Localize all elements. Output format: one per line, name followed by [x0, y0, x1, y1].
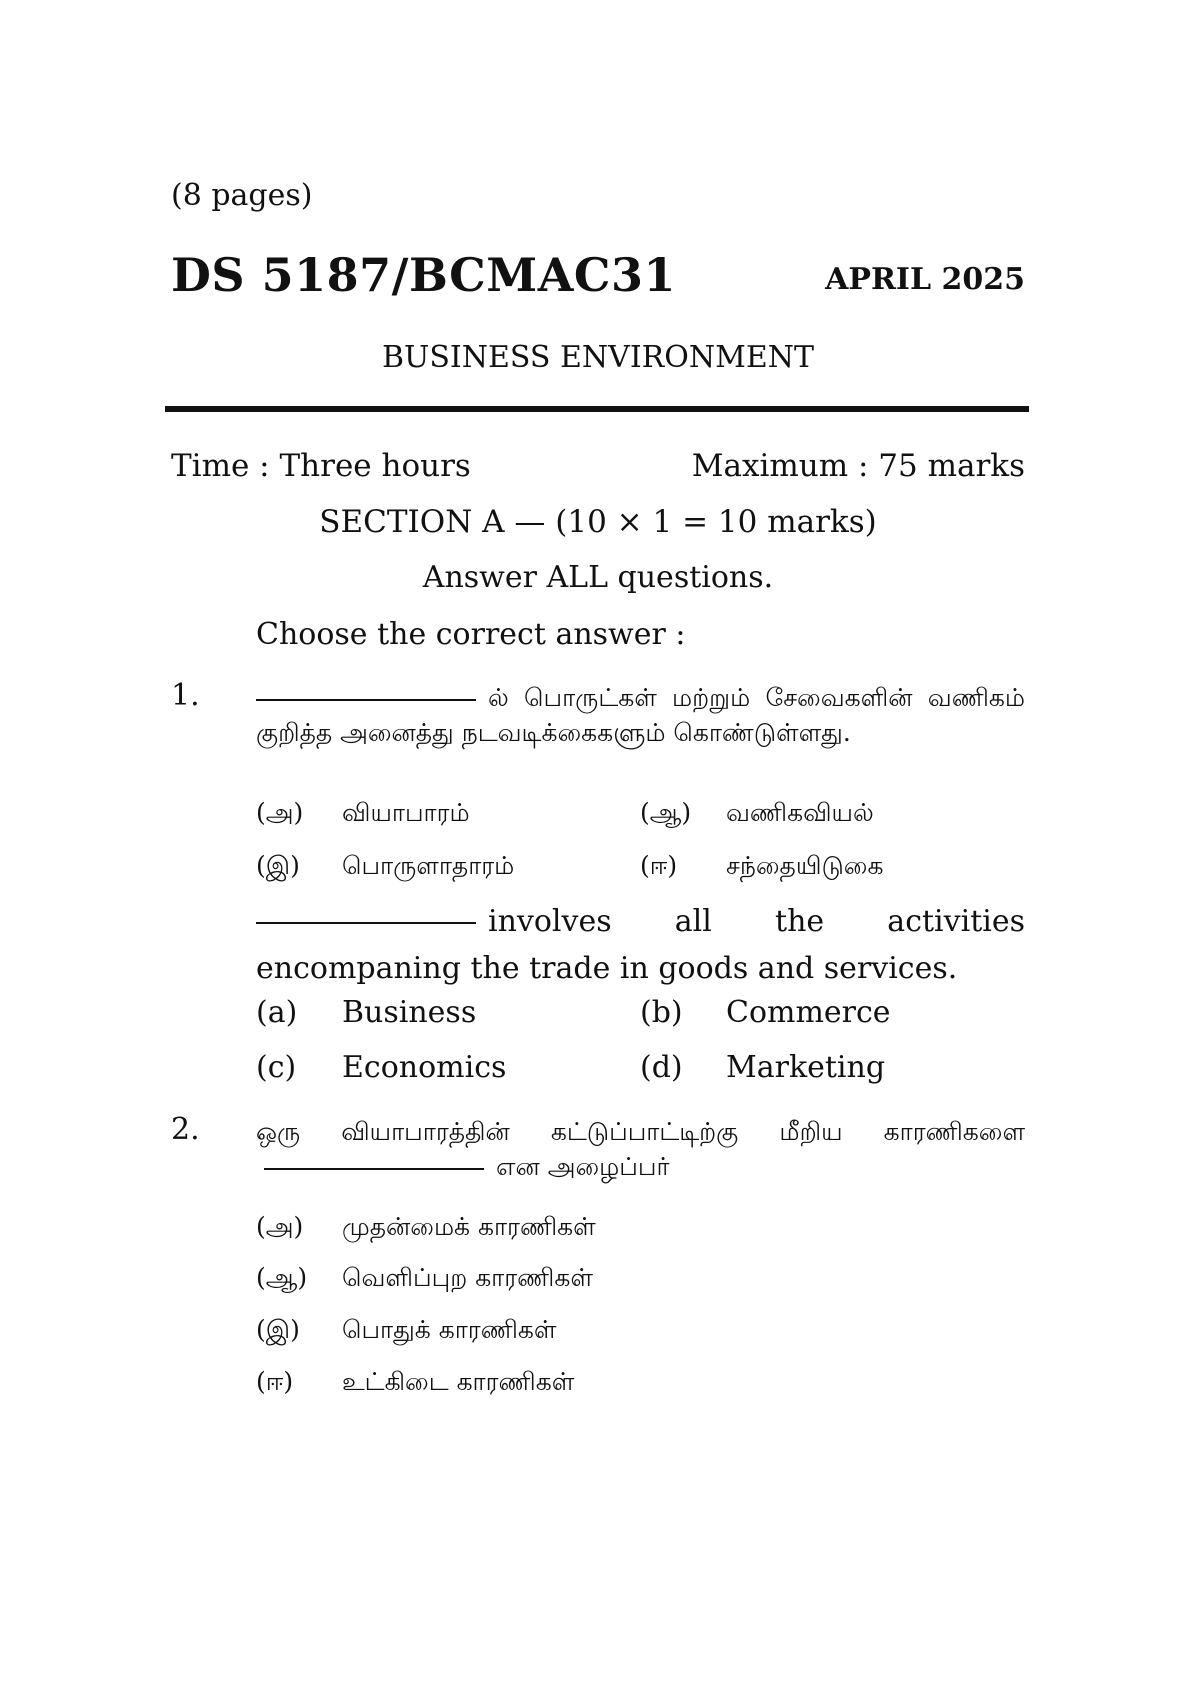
- option-item: [256, 1212, 596, 1245]
- section-instruction: Answer ALL questions.: [422, 560, 774, 595]
- question-1-tamil: [256, 680, 1025, 750]
- option-item: [256, 995, 476, 1030]
- answer-blank: [256, 699, 476, 701]
- option-text: Economics: [342, 1050, 507, 1085]
- option-item: [640, 798, 874, 831]
- question-2-tamil: [256, 1114, 1025, 1184]
- option-label: (ஈ): [640, 851, 678, 880]
- option-label: (ஆ): [640, 798, 692, 827]
- option-label: (c): [256, 1050, 297, 1085]
- option-label: (a): [256, 995, 298, 1030]
- option-text: பொருளாதாரம்: [342, 851, 515, 880]
- option-text: Commerce: [726, 995, 891, 1030]
- option-label: (இ): [256, 1315, 300, 1344]
- question-number: 2.: [171, 1112, 200, 1147]
- page-count: (8 pages): [171, 178, 313, 213]
- question-2-tamil-text-after: என அழைப்பர்: [496, 1152, 670, 1181]
- option-item: [256, 1263, 593, 1296]
- option-label: (அ): [256, 1212, 304, 1241]
- option-text: வெளிப்புற காரணிகள்: [342, 1263, 593, 1292]
- option-label: (b): [640, 995, 683, 1030]
- option-item: [256, 1367, 574, 1400]
- option-text: வணிகவியல்: [726, 798, 874, 827]
- question-1-english-text: involves all the activities encompaning the trade in goods and services.: [256, 904, 1025, 986]
- option-item: [256, 798, 470, 831]
- maximum-marks: Maximum : 75 marks: [691, 448, 1025, 484]
- option-label: (ஈ): [256, 1367, 294, 1396]
- option-text: பொதுக் காரணிகள்: [342, 1315, 557, 1344]
- option-item: [640, 995, 891, 1030]
- sub-instruction: Choose the correct answer :: [256, 617, 686, 652]
- question-number: 1.: [171, 678, 200, 713]
- option-item: [256, 1315, 556, 1348]
- section-title: SECTION A — (10 × 1 = 10 marks): [319, 504, 877, 540]
- paper-code: DS 5187/BCMAC31: [171, 248, 677, 302]
- subject-title: BUSINESS ENVIRONMENT: [382, 340, 814, 375]
- answer-blank: [264, 1168, 484, 1170]
- option-text: முதன்மைக் காரணிகள்: [342, 1212, 596, 1241]
- time-allowed: Time : Three hours: [171, 448, 471, 484]
- question-1-english: [256, 898, 1025, 992]
- option-item: [256, 1050, 506, 1085]
- answer-blank: [256, 922, 476, 924]
- option-label: (இ): [256, 851, 300, 880]
- option-text: Business: [342, 995, 477, 1030]
- option-text: உட்கிடை காரணிகள்: [342, 1367, 575, 1396]
- option-text: சந்தையிடுகை: [726, 851, 884, 880]
- question-1-tamil-text: ல் பொருட்கள் மற்றும் சேவைகளின் வணிகம் குறித்த அனைத்து நடவடிக்கைகளும் கொண்டுள்ளது.: [256, 683, 1025, 747]
- header-divider: [165, 406, 1029, 412]
- option-item: [640, 851, 883, 884]
- exam-date: APRIL 2025: [825, 262, 1025, 297]
- option-label: (d): [640, 1050, 683, 1085]
- option-label: (ஆ): [256, 1263, 308, 1292]
- option-item: [256, 851, 514, 884]
- question-2-tamil-text-before: ஒரு வியாபாரத்தின் கட்டுப்பாட்டிற்கு மீறிய காரணிகளை: [256, 1117, 1025, 1146]
- option-item: [640, 1050, 885, 1085]
- option-label: (அ): [256, 798, 304, 827]
- option-text: வியாபாரம்: [342, 798, 470, 827]
- option-text: Marketing: [726, 1050, 886, 1085]
